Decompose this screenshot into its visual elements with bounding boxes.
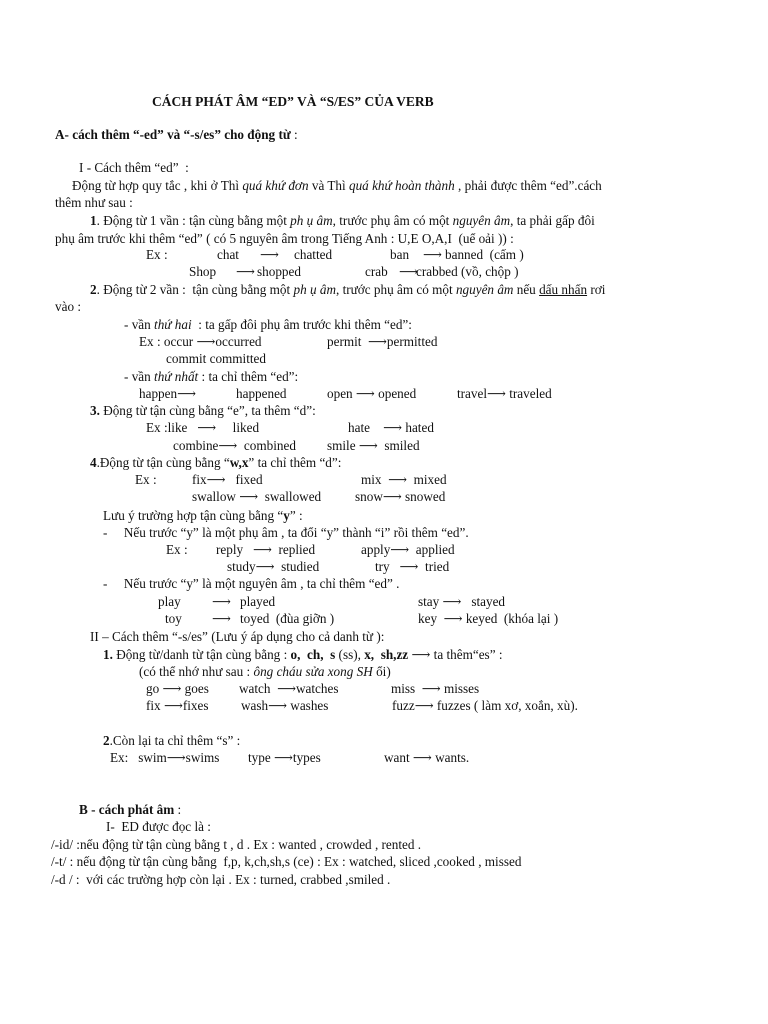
intro-text: , phải được thêm “ed”.cách — [454, 178, 602, 193]
part2-rule1-endings: o, ch, s — [290, 647, 336, 662]
rule1-ex2-verb: Shop — [189, 264, 217, 279]
part2-rule1-text: (ss), — [335, 647, 365, 662]
part2-rule1-text: Động từ/danh từ tận cùng bằng : — [112, 647, 291, 662]
note1-ex-c: study⟶ studied — [227, 559, 320, 574]
part2-mnemonic — [139, 664, 391, 680]
rule2-sub1-text: - vần — [124, 317, 155, 332]
note1-ex-a: reply ⟶ replied — [216, 542, 316, 557]
mnemonic-phrase: ông cháu sửa xong SH — [253, 664, 373, 679]
rule1-line2: phụ âm trước khi thêm “ed” ( có 5 nguyên âm trong Tiếng Anh : U,E O,A,I (uể oải )) : — [55, 231, 514, 246]
rule3-ex-a: Ex :like ⟶ liked — [146, 420, 260, 435]
arrow-icon: ⟶ — [212, 594, 231, 609]
part2-rule2-ex-b: type ⟶types — [248, 750, 321, 765]
arrow-icon: ⟶ — [212, 611, 231, 626]
part1-heading: I - Cách thêm “ed” : — [79, 160, 189, 175]
part2-ex1-c: miss ⟶ misses — [391, 681, 480, 696]
part2-rule2-text: .Còn lại ta chỉ thêm “s” : — [109, 733, 241, 748]
rule2-sub1 — [124, 317, 412, 333]
pronunciation-id: /-id/ :nếu động từ tận cùng bằng t , d . Ex : wanted , crowded , rented . — [51, 837, 422, 852]
rule1-term: ph ụ âm — [290, 213, 333, 228]
note2-ex-d: stay ⟶ stayed — [418, 594, 506, 609]
rule2-sub2-ex-a: happen⟶ — [139, 386, 196, 401]
rule1-ex1-past: chatted — [294, 247, 333, 262]
rule4-ex-a: fix⟶ fixed — [192, 472, 263, 487]
rule2-text: nếu — [513, 282, 540, 297]
rule2-term: nguyên âm — [455, 282, 514, 297]
part2-ex1-a: go ⟶ goes — [146, 681, 209, 696]
rule1-number: 1 — [90, 213, 97, 228]
intro-term-past-perfect: quá khứ hoàn thành — [348, 178, 455, 193]
rule2-sub2-text: : ta chỉ thêm “ed”: — [198, 369, 299, 384]
intro-text: Động từ hợp quy tắc , khi ở Thì — [72, 178, 243, 193]
note-item-1: - Nếu trước “y” là một phụ âm , ta đổi “y” thành “i” rồi thêm “ed”. — [103, 525, 469, 540]
note2-ex-a: play — [158, 594, 181, 609]
note2-ex-e: toy — [165, 611, 182, 626]
part2-heading: II – Cách thêm “-s/es” (Lưu ý áp dụng cho cả danh từ ): — [90, 629, 385, 644]
rule4-ex-c: swallow ⟶ swallowed — [192, 489, 322, 504]
note2-ex-c: played — [240, 594, 276, 609]
note2-ex-h: key ⟶ keyed (khóa lại ) — [418, 611, 559, 626]
note-letter: y — [283, 508, 290, 523]
section-b-heading — [79, 802, 181, 818]
rule2-sub1-ex-a: Ex : occur ⟶occurred — [139, 334, 262, 349]
note-text: ” : — [289, 508, 303, 523]
part2-rule1-number: 1. — [103, 647, 113, 662]
note-text: Lưu ý trường hợp tận cùng bằng “ — [103, 508, 284, 523]
rule1-text: . Động từ 1 vần : tận cùng bằng một — [96, 213, 291, 228]
page-title: CÁCH PHÁT ÂM “ED” VÀ “S/ES” CỦA VERB — [152, 94, 434, 109]
part2-rule2 — [103, 733, 240, 749]
pronunciation-t: /-t/ : nếu động từ tận cùng bằng f,p, k,ch,sh,s (ce) : Ex : watched, sliced ,cooked , missed — [51, 854, 522, 869]
mnemonic-text: ổi) — [372, 664, 391, 679]
note1-ex-label: Ex : — [166, 542, 188, 557]
rule2-text: . Động từ 2 vần : tận cùng bằng một — [96, 282, 294, 297]
rule1-line1 — [90, 213, 595, 229]
intro-term-past-simple: quá khứ đơn — [242, 178, 309, 193]
rule4-ex-label: Ex : — [135, 472, 157, 487]
section-a-heading-text: A- cách thêm “-ed” và “-s/es” cho động từ — [55, 127, 291, 142]
part2-ex2-b: wash⟶ washes — [241, 698, 329, 713]
rule1-ex1-verb: chat — [217, 247, 239, 262]
part2-ex2-c: fuzz⟶ fuzzes ( làm xơ, xoắn, xù). — [392, 698, 578, 713]
rule1-text: , trước phụ âm có một — [332, 213, 453, 228]
part2-rule1-endings: x, sh,zz — [364, 647, 409, 662]
rule2-sub1-text: : ta gấp đôi phụ âm trước khi thêm “ed”: — [191, 317, 412, 332]
arrow-icon: ⟶ — [399, 264, 418, 279]
rule4-text: .Động từ tận cùng bằng “ — [96, 455, 230, 470]
rule1-ex2-past2: crabbed (vồ, chộp ) — [416, 264, 519, 279]
note-heading — [103, 508, 303, 524]
arrow-icon: ⟶ — [236, 264, 255, 279]
rule3-text: Động từ tận cùng bằng “e”, ta thêm “d”: — [99, 403, 316, 418]
rule2-sub2-ex-b: happened — [236, 386, 287, 401]
rule2-sub2 — [124, 369, 298, 385]
part1-intro-line2: thêm như sau : — [55, 195, 133, 210]
rule2-text: , trước phụ âm có một — [335, 282, 456, 297]
rule4-letters: w,x — [229, 455, 249, 470]
rule4-line — [90, 455, 341, 471]
note1-ex-d: try ⟶ tried — [375, 559, 450, 574]
arrow-icon: ⟶ — [260, 247, 279, 262]
rule4-text: ” ta chỉ thêm “d”: — [248, 455, 342, 470]
section-a-heading — [55, 127, 298, 143]
rule4-number: 4 — [90, 455, 97, 470]
part2-rule2-ex-a: Ex: swim⟶swims — [110, 750, 220, 765]
rule1-ex1-past2: banned (cấm ) — [445, 247, 524, 262]
rule1-ex1-verb2: ban — [390, 247, 410, 262]
note2-ex-g: toyed (đùa giỡn ) — [240, 611, 335, 626]
rule2-term: ph ụ âm — [293, 282, 336, 297]
rule2-sub2-text: - vần — [124, 369, 155, 384]
rule2-number: 2 — [90, 282, 97, 297]
rule2-line2: vào : — [55, 299, 82, 314]
pronunciation-d: /-d / : với các trường hợp còn lại . Ex : turned, crabbed ,smiled . — [51, 872, 391, 887]
rule2-sub2-ex-d: travel⟶ traveled — [457, 386, 552, 401]
rule2-sub1-term: thứ hai — [154, 317, 192, 332]
rule3-line — [90, 403, 316, 419]
rule3-number: 3. — [90, 403, 100, 418]
section-b-subheading: I- ED được đọc là : — [106, 819, 211, 834]
rule3-ex-b: hate ⟶ hated — [348, 420, 434, 435]
rule2-line1 — [90, 282, 605, 298]
rule2-sub2-term: thứ nhất — [154, 369, 199, 384]
part1-intro-line1 — [72, 178, 602, 194]
rule2-sub1-ex-b: permit ⟶permitted — [327, 334, 438, 349]
rule4-ex-b: mix ⟶ mixed — [361, 472, 447, 487]
arrow-icon: ⟶ — [423, 247, 442, 262]
rule2-stress-term: dấu nhấn — [539, 282, 588, 297]
part2-rule2-number: 2 — [103, 733, 110, 748]
rule1-ex2-verb2: crab — [365, 264, 388, 279]
section-b-heading-colon: : — [174, 802, 182, 817]
rule4-ex-d: snow⟶ snowed — [355, 489, 446, 504]
part2-rule1 — [103, 647, 503, 663]
rule1-term: nguyên âm — [452, 213, 511, 228]
part2-rule2-ex-c: want ⟶ wants. — [384, 750, 470, 765]
part2-ex1-b: watch ⟶watches — [239, 681, 339, 696]
part2-rule1-text: ⟶ ta thêm“es” : — [408, 647, 503, 662]
rule2-sub2-ex-c: open ⟶ opened — [327, 386, 417, 401]
note-item-2: - Nếu trước “y” là một nguyên âm , ta chỉ thêm “ed” . — [103, 576, 400, 591]
mnemonic-text: (có thể nhớ như sau : — [139, 664, 254, 679]
rule3-ex-c: combine⟶ combined — [173, 438, 296, 453]
rule3-ex-d: smile ⟶ smiled — [327, 438, 420, 453]
section-b-heading-text: B - cách phát âm — [79, 802, 175, 817]
intro-text: và Thì — [308, 178, 349, 193]
part2-ex2-a: fix ⟶fixes — [146, 698, 209, 713]
rule2-sub1-ex-c: commit committed — [166, 351, 266, 366]
rule1-ex-label: Ex : — [146, 247, 168, 262]
rule1-text: , ta phải gấp đôi — [510, 213, 595, 228]
rule2-text: rơi — [587, 282, 606, 297]
rule1-ex2-past: shopped — [257, 264, 301, 279]
note1-ex-b: apply⟶ applied — [361, 542, 455, 557]
section-a-heading-colon: : — [290, 127, 298, 142]
